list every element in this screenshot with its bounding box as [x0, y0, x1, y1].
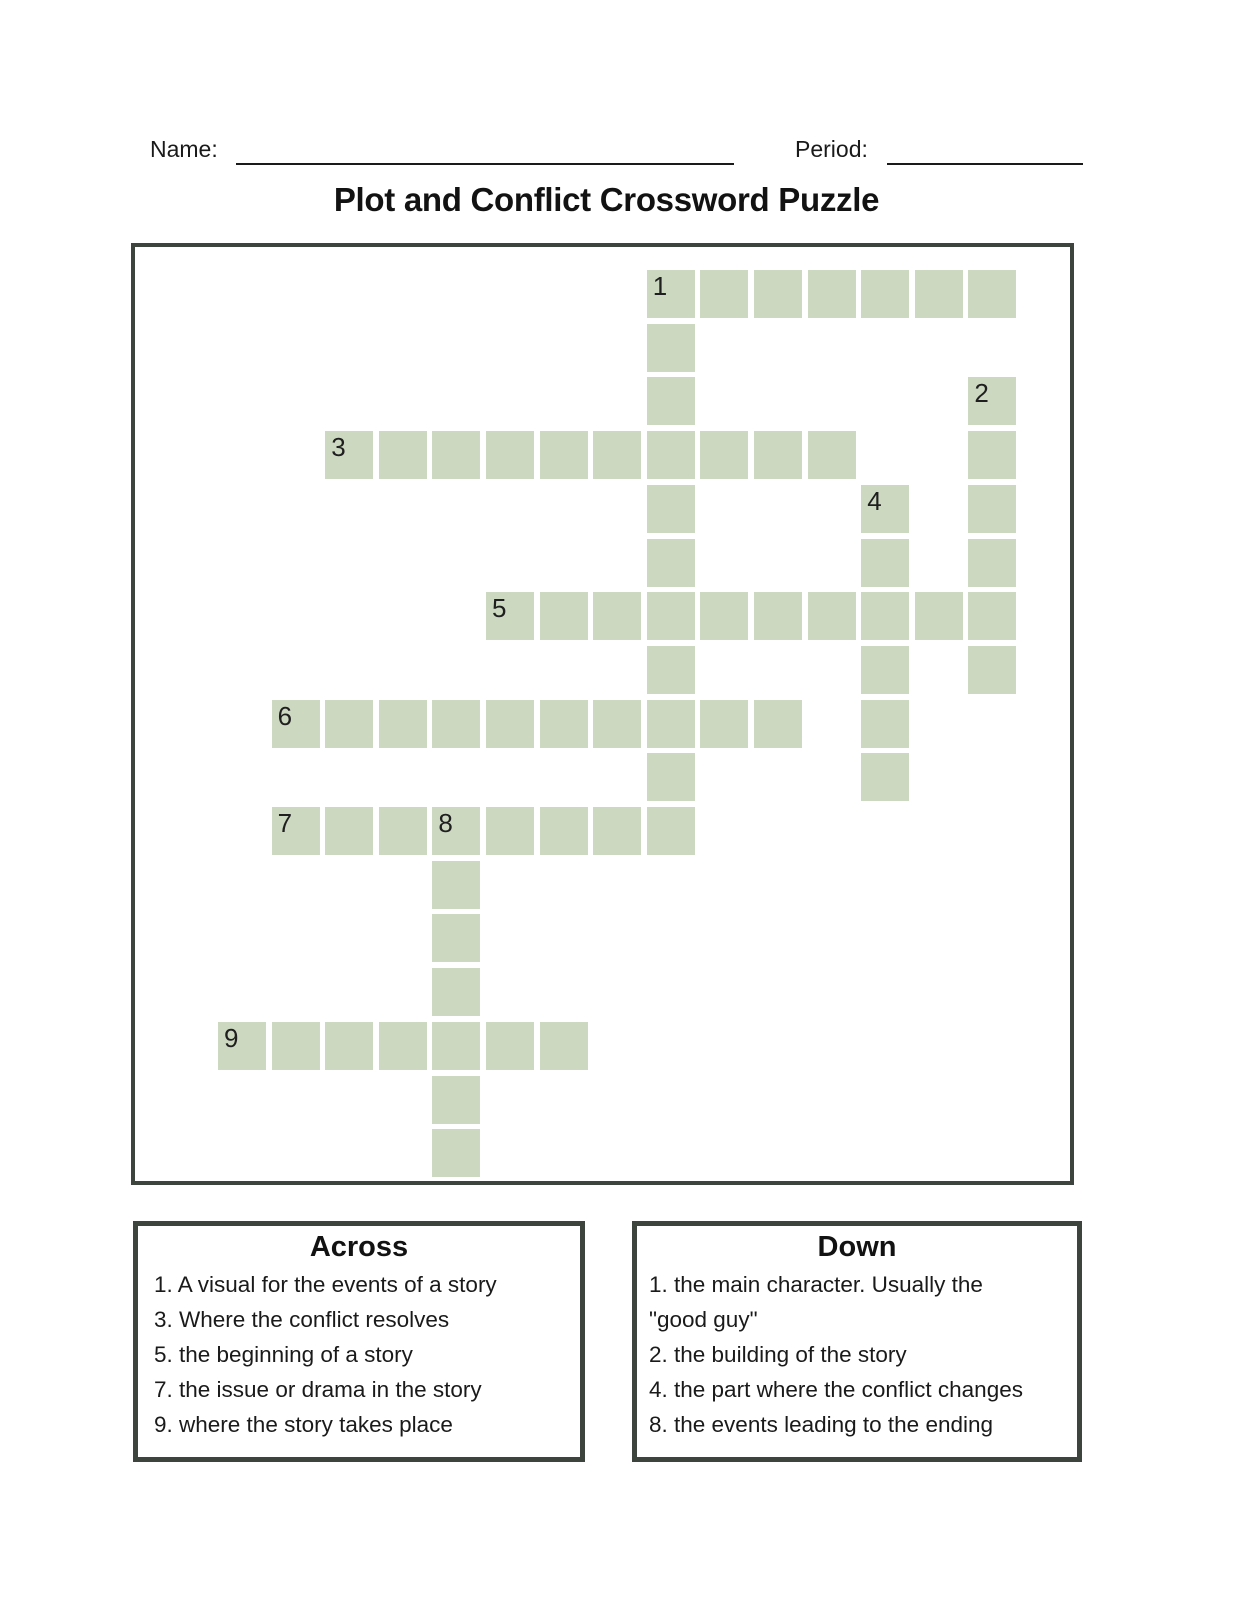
grid-cell — [272, 700, 320, 748]
grid-cell — [647, 270, 695, 318]
grid-cell — [432, 968, 480, 1016]
clue-line: 7. the issue or drama in the story — [154, 1377, 482, 1402]
grid-cell — [540, 807, 588, 855]
grid-cell — [432, 1129, 480, 1177]
grid-cell — [432, 1076, 480, 1124]
grid-cell — [647, 324, 695, 372]
grid-cell — [540, 592, 588, 640]
cell-number: 1 — [652, 271, 668, 301]
period-label: Period: — [795, 136, 868, 162]
grid-cell — [486, 431, 534, 479]
grid-cell — [647, 592, 695, 640]
page-title: Plot and Conflict Crossword Puzzle — [333, 181, 880, 218]
grid-cell — [272, 807, 320, 855]
grid-cell — [647, 485, 695, 533]
across-clues-box — [133, 1221, 585, 1462]
clue-line: 3. Where the conflict resolves — [154, 1307, 450, 1332]
name-fill-line — [236, 163, 734, 165]
cell-number: 8 — [438, 808, 453, 838]
grid-cell — [968, 431, 1016, 479]
grid-cell — [861, 539, 909, 587]
grid-cell — [700, 431, 748, 479]
grid-cell — [432, 914, 480, 962]
grid-cell — [218, 1022, 266, 1070]
grid-cell — [647, 431, 695, 479]
grid-cell — [754, 270, 802, 318]
grid-cell — [754, 700, 802, 748]
name-label: Name: — [150, 136, 218, 162]
across-title: Across — [309, 1231, 409, 1263]
grid-cell — [593, 592, 641, 640]
grid-cell — [486, 807, 534, 855]
cell-number: 6 — [277, 700, 293, 731]
grid-cell — [593, 431, 641, 479]
grid-cell — [647, 700, 695, 748]
cell-number: 2 — [974, 378, 989, 409]
cell-number: 4 — [867, 485, 882, 516]
grid-cell — [861, 700, 909, 748]
grid-cell — [432, 861, 480, 909]
grid-cell — [915, 270, 963, 318]
grid-cell — [861, 646, 909, 694]
grid-cell — [808, 431, 856, 479]
down-clue-list — [637, 1267, 1077, 1442]
grid-cell — [593, 807, 641, 855]
down-clues-box — [632, 1221, 1082, 1462]
grid-cell — [861, 592, 909, 640]
grid-cell — [432, 700, 480, 748]
grid-cell — [432, 807, 480, 855]
across-clue-list — [138, 1267, 580, 1442]
grid-cell — [861, 753, 909, 801]
grid-cell — [700, 592, 748, 640]
grid-cell — [540, 1022, 588, 1070]
grid-cell — [379, 700, 427, 748]
grid-cell — [861, 270, 909, 318]
grid-cell — [808, 592, 856, 640]
grid-cell — [486, 1022, 534, 1070]
grid-cell — [325, 807, 373, 855]
grid-cell — [325, 431, 373, 479]
grid-cell — [808, 270, 856, 318]
crossword-grid — [131, 243, 1074, 1185]
down-title: Down — [817, 1231, 897, 1263]
grid-cell — [968, 377, 1016, 425]
grid-cell — [968, 485, 1016, 533]
clue-line: 9. where the story takes place — [154, 1412, 453, 1437]
grid-cell — [432, 1022, 480, 1070]
grid-cell — [700, 270, 748, 318]
grid-cell — [861, 485, 909, 533]
grid-cell — [486, 700, 534, 748]
grid-cell — [968, 270, 1016, 318]
clue-line: "good guy" — [649, 1307, 758, 1332]
grid-cell — [379, 1022, 427, 1070]
grid-cell — [647, 753, 695, 801]
grid-cell — [486, 592, 534, 640]
grid-cell — [647, 807, 695, 855]
grid-cell — [540, 431, 588, 479]
grid-cell — [540, 700, 588, 748]
cell-number: 9 — [224, 1022, 239, 1053]
grid-cell — [379, 807, 427, 855]
grid-cell — [647, 539, 695, 587]
clue-line: 2. the building of the story — [649, 1342, 907, 1367]
grid-cell — [325, 1022, 373, 1070]
clue-line: 1. A visual for the events of a story — [154, 1272, 497, 1297]
grid-cell — [754, 592, 802, 640]
cell-number: 5 — [492, 593, 507, 624]
grid-cell — [647, 646, 695, 694]
clue-line: 5. the beginning of a story — [154, 1342, 413, 1367]
clue-line: 1. the main character. Usually the — [649, 1272, 983, 1297]
grid-cell — [325, 700, 373, 748]
grid-cell — [915, 592, 963, 640]
grid-cell — [272, 1022, 320, 1070]
grid-cell — [754, 431, 802, 479]
clue-line: 4. the part where the conflict changes — [649, 1377, 1023, 1402]
grid-cell — [700, 700, 748, 748]
grid-cell — [379, 431, 427, 479]
cell-number: 7 — [277, 808, 293, 838]
grid-cell — [968, 539, 1016, 587]
grid-cell — [593, 700, 641, 748]
grid-cell — [968, 646, 1016, 694]
cell-number: 3 — [331, 432, 346, 463]
grid-cell — [968, 592, 1016, 640]
clue-line: 8. the events leading to the ending — [649, 1412, 994, 1437]
grid-cell — [647, 377, 695, 425]
period-fill-line — [887, 163, 1083, 165]
grid-cell — [432, 431, 480, 479]
